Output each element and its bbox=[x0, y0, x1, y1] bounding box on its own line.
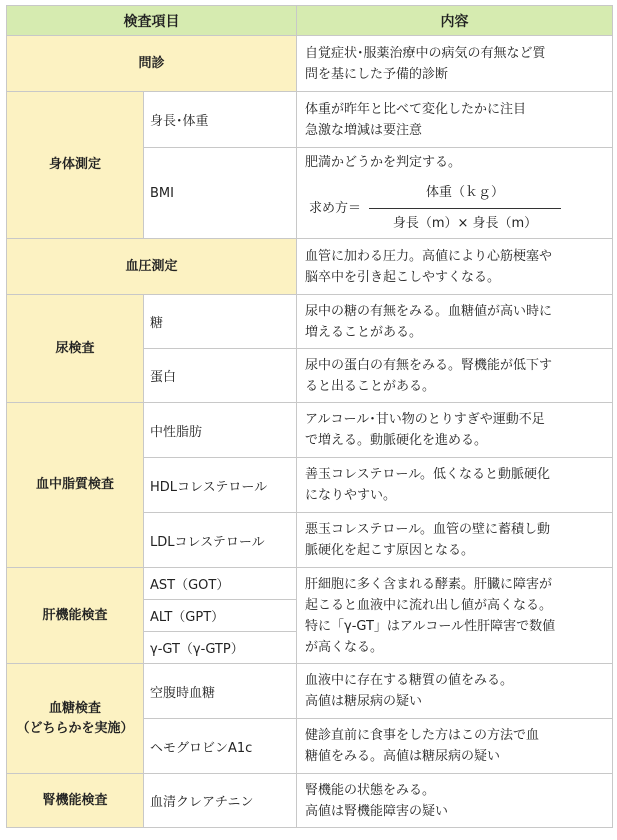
category-body: 身体測定 bbox=[7, 92, 144, 239]
sub-alt: ALT（GPT） bbox=[144, 600, 297, 632]
formula-denominator: 身長（m）× 身長（m） bbox=[392, 216, 538, 231]
category-bp: 血圧測定 bbox=[7, 239, 297, 295]
formula-numerator: 体重（ｋｇ） bbox=[426, 185, 505, 200]
sub-fasting: 空腹時血糖 bbox=[144, 664, 297, 719]
header-item: 検査項目 bbox=[7, 6, 297, 36]
health-checkup-table bbox=[6, 5, 613, 828]
sub-hba1c: ヘモグロビンA1c bbox=[144, 719, 297, 774]
category-lipid: 血中脂質検査 bbox=[7, 403, 144, 568]
formula-label: 求め方＝ bbox=[309, 200, 362, 216]
category-glucose: 血糖検査 （どちらかを実施） bbox=[7, 664, 144, 774]
table-header-row bbox=[7, 6, 613, 36]
desc-tg: アルコール･甘い物のとりすぎや運動不足 で増える。動脈硬化を進める。 bbox=[297, 403, 613, 458]
desc-height-weight: 体重が昨年と比べて変化したかに注目 急激な増減は要注意 bbox=[297, 92, 613, 148]
desc-bmi: 肥満かどうかを判定する。 求め方＝ $\frac{\text{体重（ｋｇ）}}{\text{身長（m）× 身長（m）}}$ bbox=[297, 148, 613, 239]
table-row bbox=[7, 403, 613, 458]
desc-hdl: 善玉コレステロール。低くなると動脈硬化 になりやすい。 bbox=[297, 458, 613, 513]
desc-sugar: 尿中の糖の有無をみる。血糖値が高い時に 増えることがある。 bbox=[297, 295, 613, 349]
table-row bbox=[7, 568, 613, 600]
sub-sugar: 糖 bbox=[144, 295, 297, 349]
table-row bbox=[7, 295, 613, 349]
sub-ggt: γ-GT（γ-GTP） bbox=[144, 632, 297, 664]
sub-ast: AST（GOT） bbox=[144, 568, 297, 600]
desc-ldl: 悪玉コレステロール。血管の壁に蓄積し動 脈硬化を起こす原因となる。 bbox=[297, 513, 613, 568]
header-content: 内容 bbox=[297, 6, 613, 36]
sub-hdl: HDLコレステロール bbox=[144, 458, 297, 513]
category-urine: 尿検査 bbox=[7, 295, 144, 403]
desc-kidney: 腎機能の状態をみる。 高値は腎機能障害の疑い bbox=[297, 774, 613, 828]
desc-bp: 血管に加わる圧力。高値により心筋梗塞や 脳卒中を引き起こしやすくなる。 bbox=[297, 239, 613, 295]
sub-height-weight: 身長･体重 bbox=[144, 92, 297, 148]
sub-ldl: LDLコレステロール bbox=[144, 513, 297, 568]
sub-protein: 蛋白 bbox=[144, 349, 297, 403]
sub-bmi: BMI bbox=[144, 148, 297, 239]
table-row bbox=[7, 239, 613, 295]
table-row bbox=[7, 774, 613, 828]
desc-hba1c: 健診直前に食事をした方はこの方法で血 糖値をみる。高値は糖尿病の疑い bbox=[297, 719, 613, 774]
desc-fasting: 血液中に存在する糖質の値をみる。 高値は糖尿病の疑い bbox=[297, 664, 613, 719]
category-kidney: 腎機能検査 bbox=[7, 774, 144, 828]
desc-liver: 肝細胞に多く含まれる酵素。肝臓に障害が 起こると血液中に流れ出し値が高くなる。 特に「γ-GT」はアルコール性肝障害で数値 が高くなる。 bbox=[297, 568, 613, 664]
sub-creatinine: 血清クレアチニン bbox=[144, 774, 297, 828]
table-row bbox=[7, 664, 613, 719]
table-row bbox=[7, 92, 613, 148]
category-interview: 問診 bbox=[7, 36, 297, 92]
table-row bbox=[7, 36, 613, 92]
desc-protein: 尿中の蛋白の有無をみる。腎機能が低下す ると出ることがある。 bbox=[297, 349, 613, 403]
desc-interview: 自覚症状･服薬治療中の病気の有無など質 問を基にした予備的診断 bbox=[297, 36, 613, 92]
formula-fraction bbox=[369, 182, 561, 234]
bmi-formula bbox=[305, 182, 604, 234]
category-liver: 肝機能検査 bbox=[7, 568, 144, 664]
sub-tg: 中性脂肪 bbox=[144, 403, 297, 458]
